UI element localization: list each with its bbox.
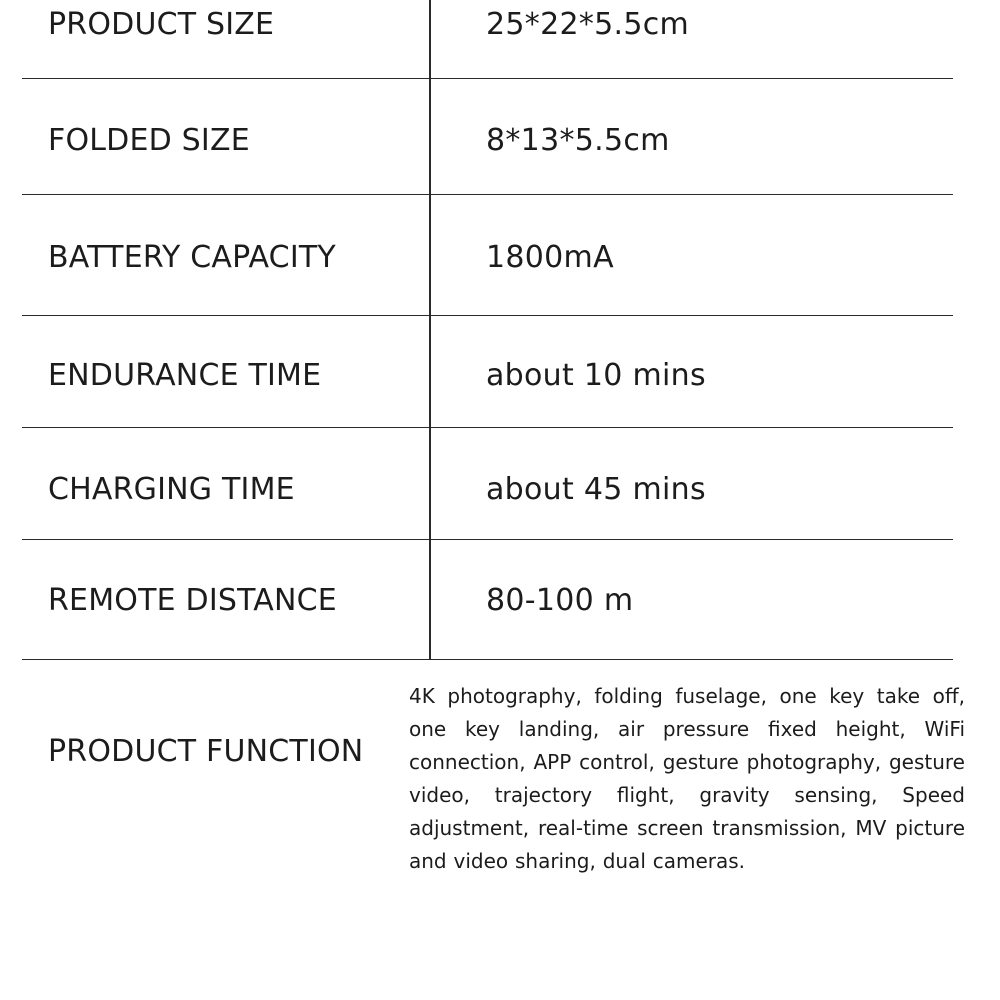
product-function-text: 4K photography, folding fuselage, one key take off, one key landing, air pressure fixed height, WiFi connection, APP control, gesture photography, gesture video, trajectory flight, gravity sensing, Speed adjustment, real-time screen transmission, MV picture and video sharing, dual cameras. xyxy=(409,684,965,873)
spec-value: 25*22*5.5cm xyxy=(486,7,690,42)
spec-row-folded-size xyxy=(22,80,953,195)
spec-value: 8*13*5.5cm xyxy=(486,123,670,158)
spec-value: 1800mA xyxy=(486,240,614,275)
spec-label: FOLDED SIZE xyxy=(48,123,250,158)
spec-row-product-size xyxy=(22,0,953,79)
spec-row-remote-distance xyxy=(22,541,953,660)
spec-label: BATTERY CAPACITY xyxy=(48,240,336,275)
spec-value: about 45 mins xyxy=(486,472,706,507)
spec-value: 80-100 m xyxy=(486,583,634,618)
spec-row-charging-time xyxy=(22,429,953,540)
spec-row-battery-capacity xyxy=(22,196,953,316)
product-function-label: PRODUCT FUNCTION xyxy=(48,734,364,769)
spec-value: about 10 mins xyxy=(486,358,706,393)
spec-row-endurance-time xyxy=(22,317,953,428)
spec-label: REMOTE DISTANCE xyxy=(48,583,337,618)
spec-label: CHARGING TIME xyxy=(48,472,295,507)
spec-label: ENDURANCE TIME xyxy=(48,358,322,393)
spec-label: PRODUCT SIZE xyxy=(48,7,275,42)
